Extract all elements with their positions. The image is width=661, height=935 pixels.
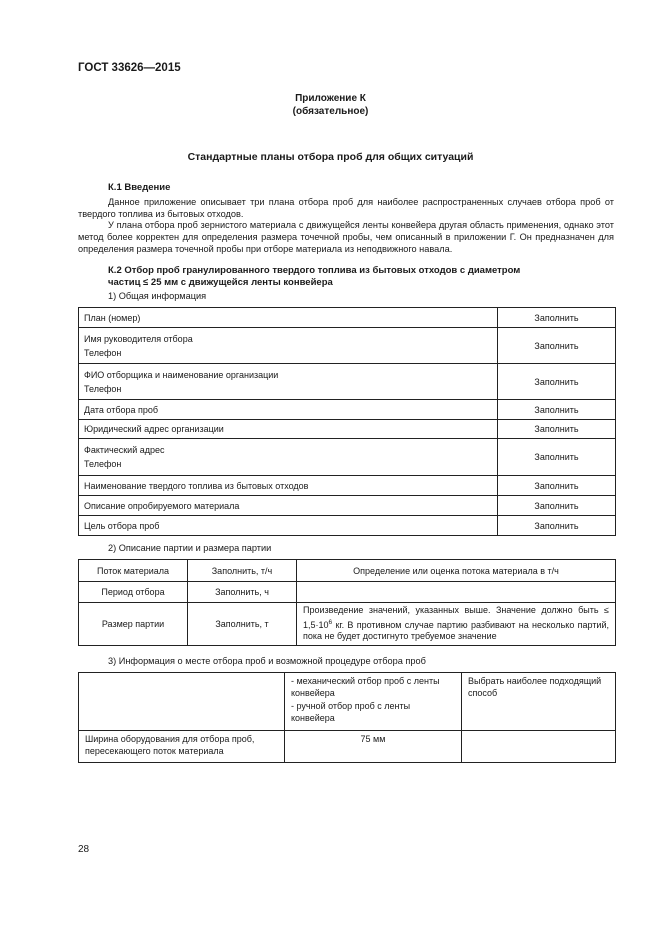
- description-text: Произведение значений, указанных выше. Значение должно быть ≤ 1,5·10: [303, 605, 609, 630]
- table-cell: Дата отбора проб: [79, 400, 498, 420]
- appendix-heading: [0, 92, 661, 118]
- table-cell: [79, 673, 285, 731]
- section-k2-heading: [108, 265, 520, 289]
- table-cell: Заполнить, т: [188, 603, 297, 646]
- table-row: [79, 673, 616, 731]
- table-row: [79, 582, 616, 603]
- table-cell: Описание опробируемого материала: [79, 496, 498, 516]
- paragraph: У плана отбора проб зернистого материала с движущейся ленты конвейера другая область применения, однако этот метод более корректен для определения размера точечной пробы, чем описанный в приложении Г. Он предназначен для определения размера точечной пробы при отборе материала из неподвижного навала.: [78, 220, 614, 254]
- fill-cell: Заполнить: [498, 496, 616, 516]
- cell-line: ФИО отборщика и наименование организации: [84, 369, 279, 380]
- section-k1-heading: К.1 Введение: [108, 182, 171, 193]
- appendix-status: (обязательное): [292, 106, 369, 117]
- table-row: [79, 516, 616, 536]
- table-row: [79, 364, 616, 400]
- batch-table: [78, 559, 616, 646]
- description-text: кг. В противном случае партию разбивают на несколько партий, пока не будет достигнуто требуемое значение: [303, 619, 609, 641]
- table-row: [79, 603, 616, 646]
- column-header: Определение или оценка потока материала в т/ч: [297, 560, 616, 582]
- fill-cell: Заполнить: [498, 476, 616, 496]
- table-row: [79, 400, 616, 420]
- table-cell: Размер партии: [79, 603, 188, 646]
- fill-cell: Заполнить: [498, 420, 616, 439]
- section-k2-heading-line2: частиц ≤ 25 мм с движущейся ленты конвейера: [108, 277, 333, 288]
- table-cell: 75 мм: [285, 731, 462, 763]
- table-cell: Юридический адрес организации: [79, 420, 498, 439]
- description-cell: [297, 603, 616, 646]
- table-row: [79, 731, 616, 763]
- column-header: Заполнить, т/ч: [188, 560, 297, 582]
- subsection-sampling-place: 3) Информация о месте отбора проб и возможной процедуре отбора проб: [108, 656, 426, 666]
- exponent: 6: [328, 618, 333, 626]
- cell-line: Телефон: [84, 383, 122, 394]
- cell-line: Фактический адрес: [84, 445, 165, 455]
- page-number: 28: [78, 844, 90, 855]
- section-k2-heading-line1: К.2 Отбор проб гранулированного твердого топлива из бытовых отходов с диаметром: [108, 265, 521, 276]
- page-title: Стандартные планы отбора проб для общих ситуаций: [187, 151, 474, 163]
- table-row: [79, 476, 616, 496]
- table-cell: Заполнить, ч: [188, 582, 297, 603]
- options-cell: [285, 673, 462, 731]
- table-row: [79, 308, 616, 328]
- table-row: [79, 439, 616, 476]
- standard-header: ГОСТ 33626—2015: [78, 62, 181, 74]
- cell-line: Имя руководителя отбора: [84, 333, 193, 344]
- table-row: [79, 420, 616, 439]
- table-cell: Цель отбора проб: [79, 516, 498, 536]
- table-cell: [79, 364, 498, 400]
- paragraph: Данное приложение описывает три плана отбора проб для наиболее распространенных случаев отбора проб от твердого топлива из бытовых отходов.: [78, 197, 614, 219]
- subsection-batch-description: 2) Описание партии и размера партии: [108, 543, 272, 553]
- table-header-row: [79, 560, 616, 582]
- cell-line: Телефон: [84, 459, 122, 469]
- table-cell: [297, 582, 616, 603]
- option-manual: - ручной отбор проб с ленты конвейера: [291, 701, 411, 723]
- column-header: Поток материала: [79, 560, 188, 582]
- table-cell: [462, 731, 616, 763]
- table-row: [79, 328, 616, 364]
- table-cell: Ширина оборудования для отбора проб, пересекающего поток материала: [79, 731, 285, 763]
- fill-cell: Заполнить: [498, 328, 616, 364]
- table-cell: План (номер): [79, 308, 498, 328]
- table-row: [79, 496, 616, 516]
- general-info-table: [78, 307, 616, 536]
- fill-cell: Заполнить: [498, 516, 616, 536]
- fill-cell: Заполнить: [498, 364, 616, 400]
- fill-cell: Заполнить: [498, 439, 616, 476]
- fill-cell: Заполнить: [498, 308, 616, 328]
- table-cell: [79, 328, 498, 364]
- appendix-title: Приложение К: [295, 93, 366, 104]
- section-k1-text: [78, 197, 614, 256]
- sampling-table: [78, 672, 616, 763]
- table-cell: Наименование твердого топлива из бытовых отходов: [79, 476, 498, 496]
- choose-cell: Выбрать наиболее подходящий способ: [462, 673, 616, 731]
- option-mechanical: - механический отбор проб с ленты конвейера: [291, 676, 440, 698]
- cell-line: Телефон: [84, 347, 122, 358]
- table-cell: Период отбора: [79, 582, 188, 603]
- fill-cell: Заполнить: [498, 400, 616, 420]
- subsection-general-info: 1) Общая информация: [108, 291, 207, 301]
- table-cell: [79, 439, 498, 476]
